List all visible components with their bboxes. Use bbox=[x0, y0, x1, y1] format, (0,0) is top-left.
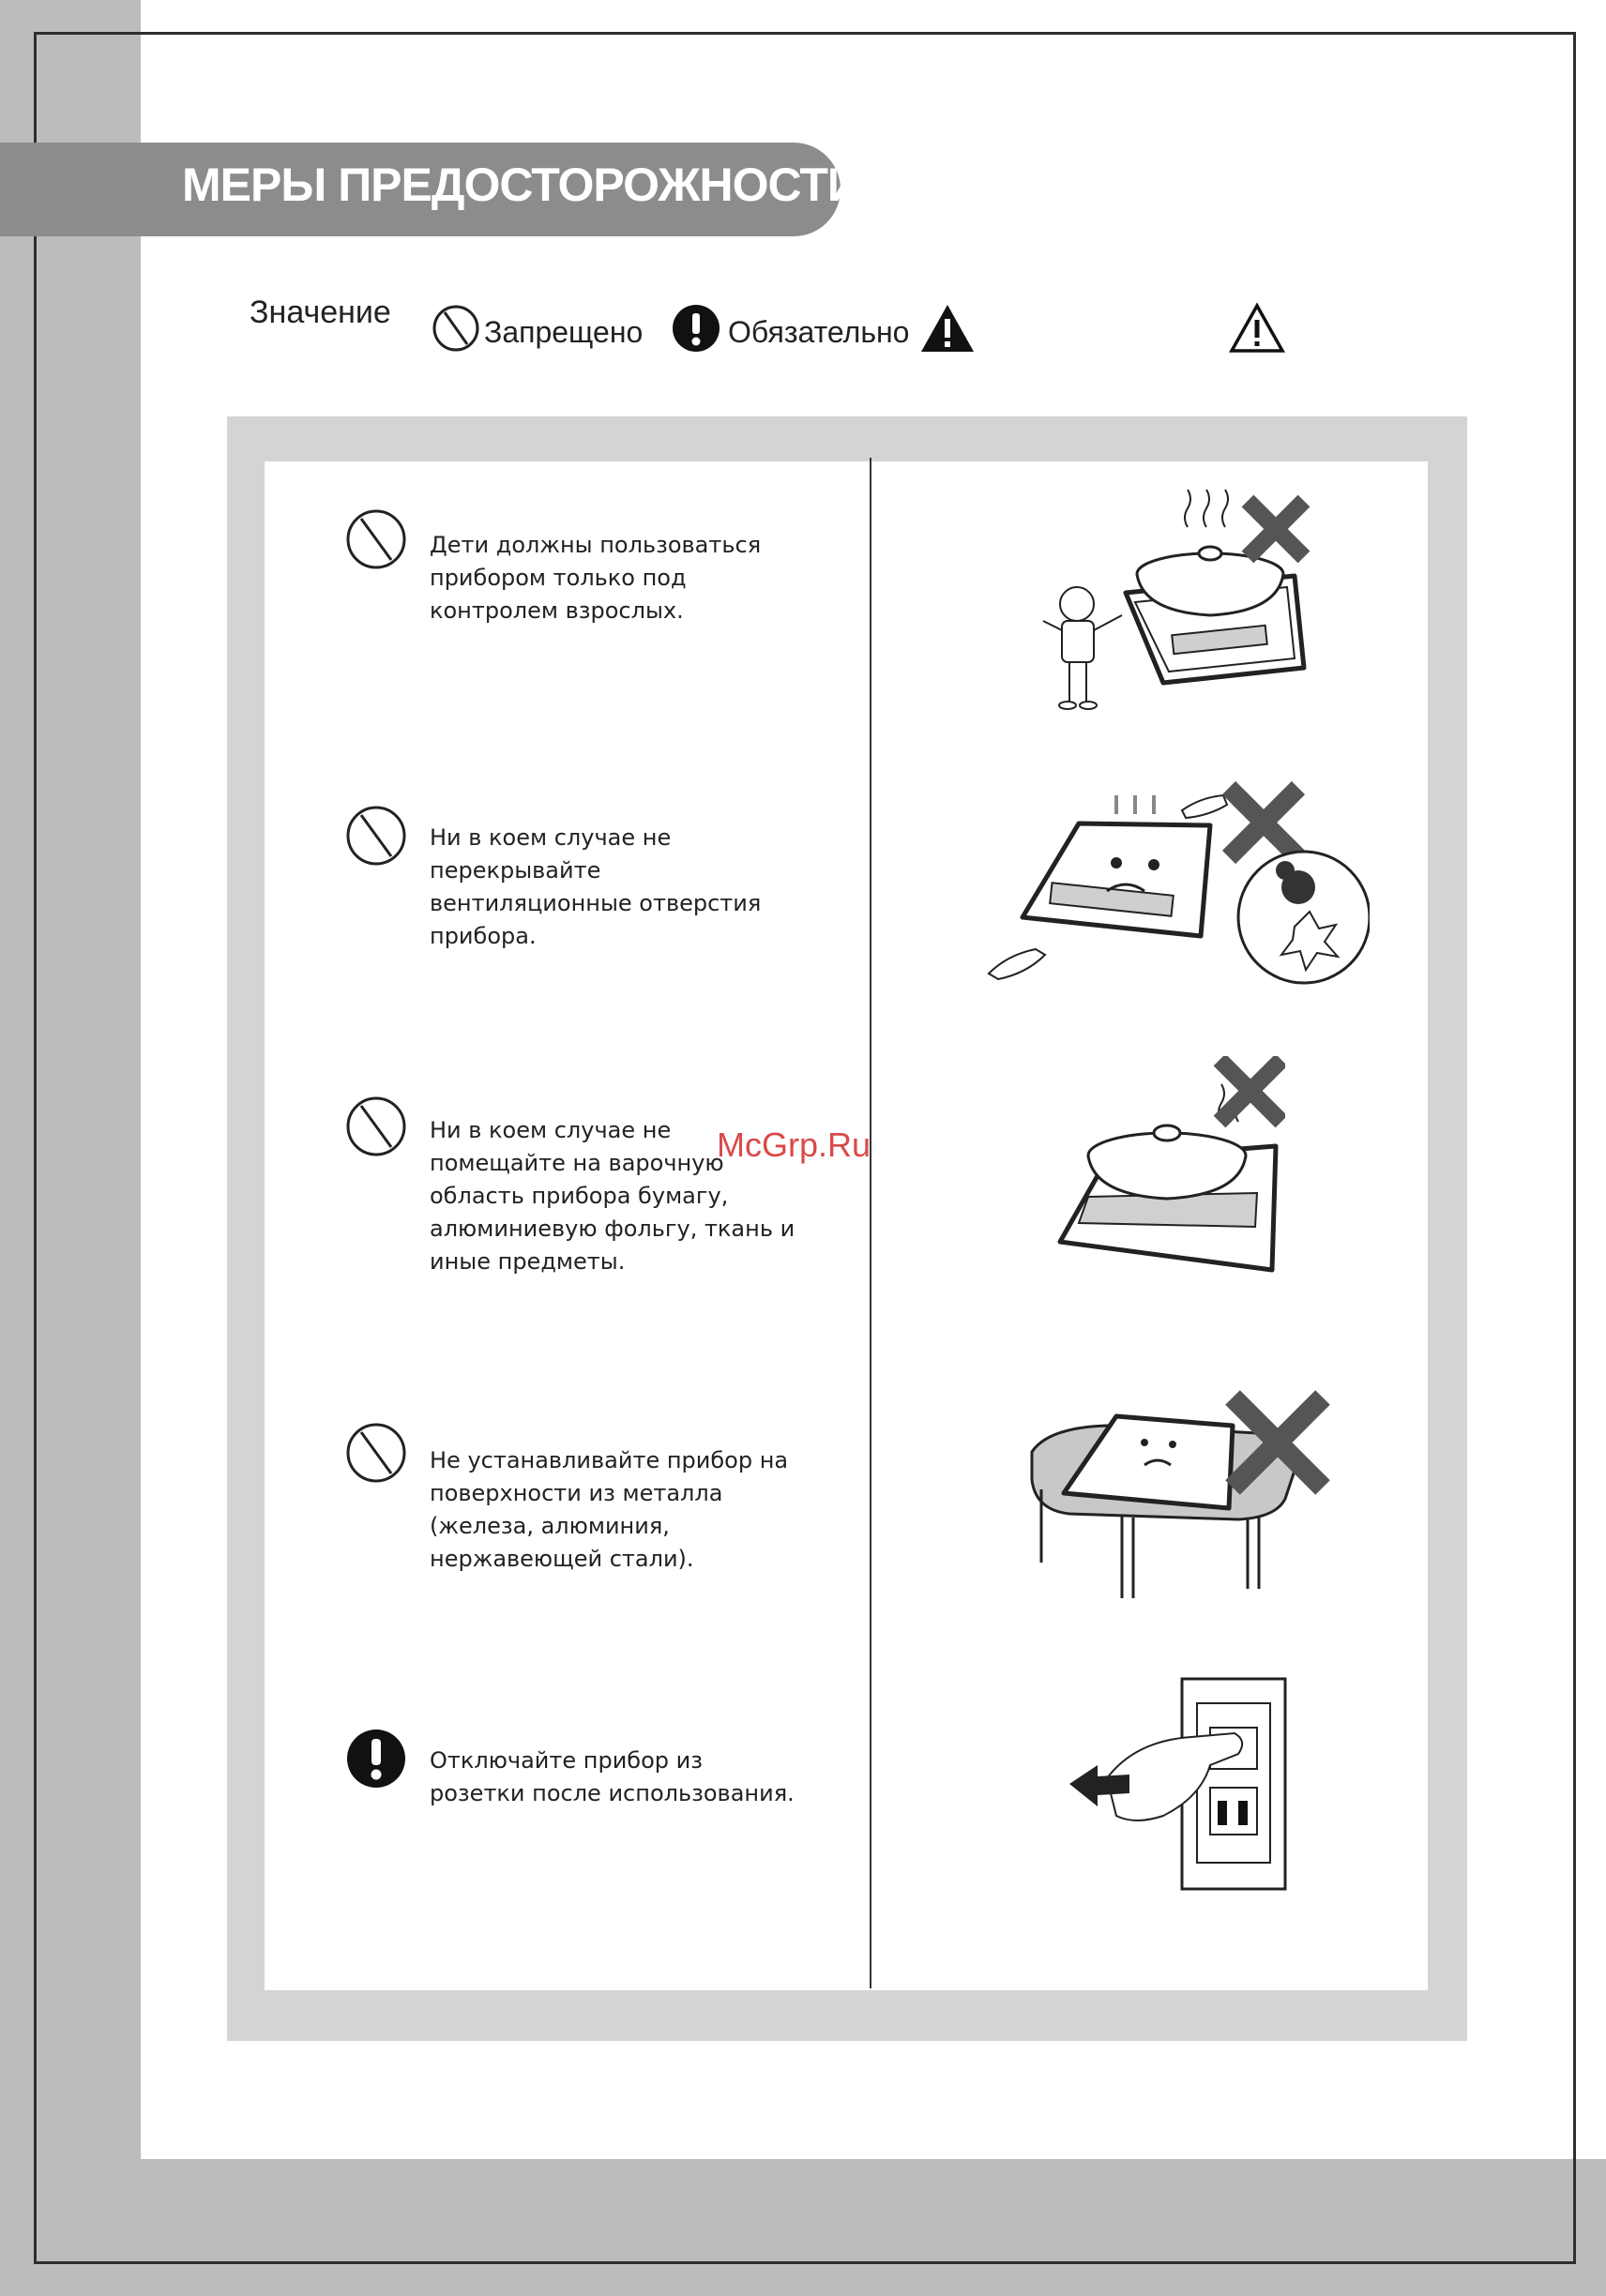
unplug-illustration bbox=[1069, 1675, 1304, 1895]
metal-surface-illustration bbox=[1013, 1386, 1332, 1602]
legend-prohibited-text: Запрещено bbox=[484, 315, 644, 349]
foil-under-pot-illustration bbox=[1051, 1056, 1285, 1277]
child-near-cooker-illustration bbox=[1023, 490, 1323, 720]
column-divider bbox=[870, 458, 871, 1988]
prohibited-icon bbox=[345, 508, 407, 570]
mandatory-icon bbox=[672, 304, 720, 353]
list-item: Ни в коем случае не перекрывайте вентиляционные отверстия прибора. bbox=[430, 824, 762, 949]
watermark: McGrp.Ru bbox=[717, 1125, 871, 1164]
prohibited-icon bbox=[345, 1422, 407, 1484]
legend-mandatory-text: Обязательно bbox=[728, 315, 910, 349]
warning-filled-icon bbox=[919, 302, 976, 355]
warning-outline-icon bbox=[1229, 302, 1285, 355]
list-item: Не устанавливайте прибор на поверхности из металла (железа, алюминия, нержавеющей стали). bbox=[430, 1447, 789, 1572]
list-item: Дети должны пользоваться прибором только под контролем взрослых. bbox=[430, 532, 762, 624]
legend-label: Значение bbox=[250, 295, 391, 330]
page-title: МЕРЫ ПРЕДОСТОРОЖНОСТИ bbox=[182, 159, 860, 211]
prohibited-icon bbox=[345, 805, 407, 867]
legend bbox=[0, 281, 1606, 375]
list-item: Ни в коем случае не помещайте на варочную область прибора бумагу, алюминиевую фольгу, ткань и иные предметы. bbox=[430, 1117, 795, 1275]
list-item: Отключайте прибор из розетки после использования. bbox=[430, 1747, 795, 1806]
prohibited-icon bbox=[345, 1095, 407, 1157]
blocked-vents-illustration bbox=[976, 777, 1370, 1002]
prohibited-icon bbox=[432, 304, 480, 353]
mandatory-icon bbox=[345, 1728, 407, 1790]
